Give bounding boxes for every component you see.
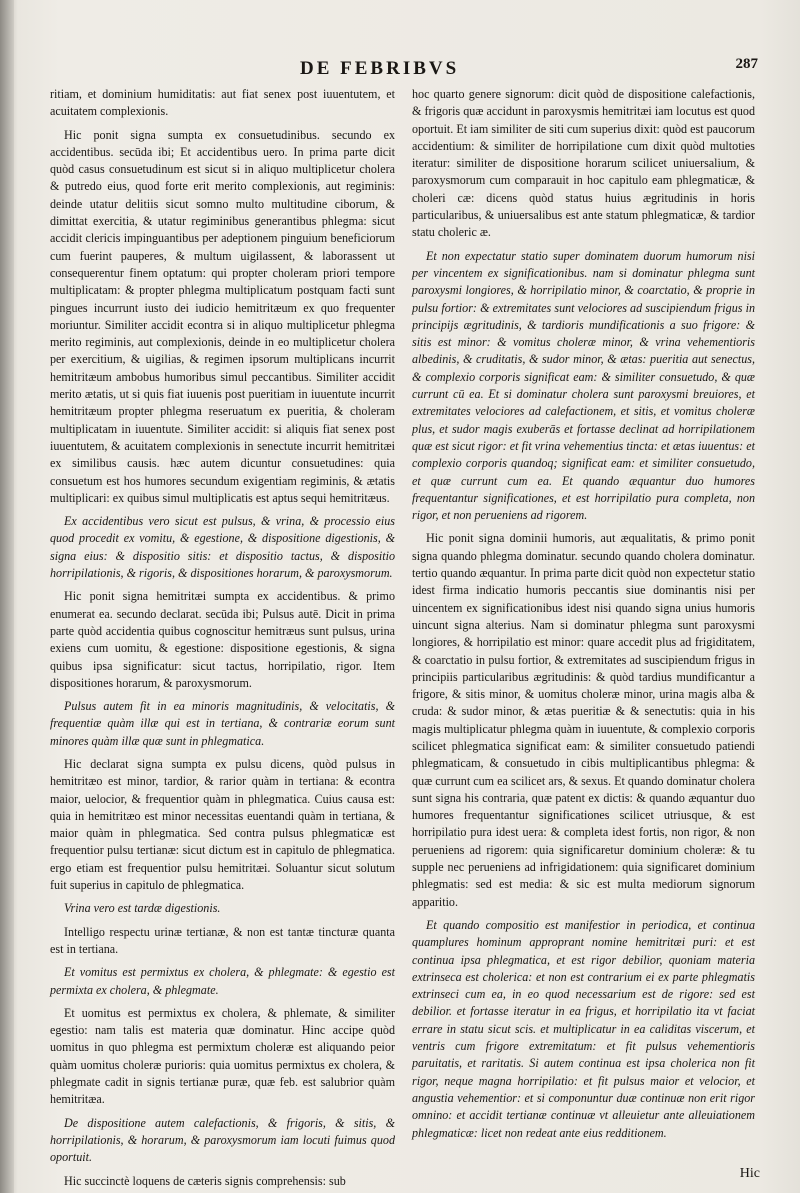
lemma-paragraph: De dispositione autem calefactionis, & frigoris, & sitis, & horripilationis, & horarum, & paroxysmorum iam locuti fuimus quod oportuit. xyxy=(50,1115,395,1165)
lemma-paragraph: Pulsus autem fit in ea minoris magnitudinis, & velocitatis, & frequentiæ quàm illæ qui est in tertiana, & contrariæ eorum sunt minores quàm illæ quæ sunt in phlegmatica. xyxy=(50,699,395,748)
lemma-paragraph: Vrina vero est tardæ digestionis. xyxy=(64,901,221,916)
page-gutter-shadow xyxy=(0,0,14,1193)
running-title: DE FEBRIBVS xyxy=(300,58,460,79)
left-column xyxy=(50,86,395,1193)
catchword: Hic xyxy=(739,1166,760,1181)
commentary-paragraph: ritiam, et dominium humiditatis: aut fiat senex post iuuentutem, et acuitatem complexionis. xyxy=(50,87,395,119)
lemma-paragraph: Ex accidentibus vero sicut est pulsus, & vrina, & processio eius quod procedit ex vomitu, & egestione, & dispositione digestionis, & signa eius: & dispositio sitis: et dispositio tactus, & dispositio horripilationis, & rigoris, & dispositiones horarum, & paroxysmorum. xyxy=(50,514,395,581)
commentary-paragraph: Hic succinctè loquens de cæteris signis comprehensis: sub xyxy=(64,1173,346,1188)
right-column xyxy=(412,86,755,1148)
page-number: 287 xyxy=(735,56,758,72)
commentary-paragraph: Hic declarat signa sumpta ex pulsu dicens, quòd pulsus in hemitritæo est minor, tardior, & rarior quàm in tertiana: & econtra maior, uelocior, & frequentior quàm in phlegmatica. Cuius causa est: quia in hemitritæo est minor necessitas euentandi quàm in tertiana, & maior quàm in phlegmatica. Sed contra pulsus phlegmaticæ est frequentior pulsu tertianæ: sicut dictum est in capitulo de phlegmatica. ergo etiam est frequentior pulsu hemitritæi. Soluantur sicut solutum fuit superius in capitulo de phlegmatica. xyxy=(50,756,395,893)
commentary-paragraph: hoc quarto genere signorum: dicit quòd de dispositione calefactionis, & frigoris quæ accidunt in paroxysmis hemitritæi iam locutus est quod oportuit. Et iam similiter de siti cum superius dixit: quòd est paucorum accidentium: & similiter de horripilatione cum dixit quòd multoties iteratur: similiter de dispositione horarum scilicet uniuersalium, & paroxysmorum cum comparauit in hoc capitulo eam phlegmaticæ, & choleri cæ: dicens quòd status huius ægritudinis in horis particularibus, & uniuersalibus est ante statum phlegmaticæ, & tardior statu choleric æ. xyxy=(412,87,755,240)
commentary-paragraph: Hic ponit signa dominii humoris, aut æqualitatis, & primo ponit signa quando phlegma dominatur. secundo quando cholera dominatur. tertio quando æquantur. In prima parte dicit quòd non expectetur statio idest firma indicatio humoris peccantis siue dominantis nisi per uincentem ex significationibus idest nisi quando signa unius humoris uincunt signa alterius. Nam si dominatur phlegma sunt paroxysmi longiores, & horripilatio est minor: quare accedit plus ad frigiditatem, & coarctatio in pulsu fortior, & extremitates ad suscipiendum frigus in principiis particularibus ægritudinis: & quòd tardius mundificantur a frigore, & sitis minor, & uomitus choleræ minor, urina magis alba & cruda: & sudor minor, & ætas pueritiæ & & senectutis: quia in his magis multiplicatur phlegma quàm in iuuentute, & complexio corporis scilicet phlegmatica significat eam: & similiter consuetudo patiendi phlegmaticam, & consuetudo in cibis multiplicantibus phlegma: & quæ currunt cum ea scilicet ars, & sexus. Et quando dominatur cholera sunt signa his contraria, quæ patent ex dictis: & quando æquantur duo humores frequentantur significationes scilicet utriusque, & est horripilatio pura idest uera: & completa idest fortis, non rigor, & non perueniens ad rigorem: quia significaretur dominium choleræ: & tu supple nec perueniens ad infrigidationem: quia significaret dominium phlegmatis: sed est media: & sic est multa mediorum signorum apparitio. xyxy=(412,531,755,909)
lemma-paragraph: Et quando compositio est manifestior in periodica, et continua quamplures hominum approprant nomine hemitritæi puri: et est continua ipsa phlegmatica, et est rigor debilior, quoniam materia extrinseca est cholerica: et non est contrarium ei ex parte phlegmatis extrinseci cum ea, in eo quod necessarium est de rigore: sed est debilior. et fortasse iteratur in ea frigus, et horripilatio ita vt faciat errare in statu sicut scis. et multiplicatur in ea caliditas viscerum, et ventris cum frigore extremitatum: et fit pulsus vehementioris paruitatis, et raritatis. Si autem continua est ipsa cholerica non fit rigor, neque magna horripilatio: et fit pulsus maior et velocior, et angustia vehementior: et si componuntur duæ continuæ non erit rigor omnino: et accidit tertianæ continuæ vt alleuietur ante alleuiationem phlegmaticæ: licet non redeat ante eius redditionem. xyxy=(412,917,755,1140)
commentary-paragraph: Hic ponit signa sumpta ex consuetudinibus. secundo ex accidentibus. secūda ibi; Et accidentibus uero. In prima parte dicit quòd casus consuetudinum est sicut si in aliquo multiplicetur cholera & putredo eius, quod forte erit merito complexionis, aut regiminis: deinde utatur delitiis sicut somno multo multitudine ciborum, & dimittat exercitia, & utatur regiminibus generantibus phlegma: sicut accidit clericis impinguantibus per adeptionem pinguium beneficiorum cum fuerint pauperes, & multum uigilassent, & laborassent ut consequerentur finem optatum: qui propter choleram priori tempore multiplicatam: & propter phlegma multiplicatum postquam facti sunt pingues incurrunt iusto dei iudicio hemitritæum ex quo frequenter moriuntur. Similiter accidit econtra si in aliquo multiplicetur phlegma merito regiminis, aut complexionis, deinde in eo multiplicetur cholera per exercitium, & uigilias, & regimen ipsorum multiplicans incurrit hemitritæum ambobus humoribus simul peccantibus. Similiter accidit merito ætatis, ut si quis fiat iuuenis post pueritiam in iuuentute incurrit hemitritæum propter phlegma reseruatum ex pueritia, & choleram multiplicatam in iuuentute. Similiter accidit: si aliquis fiat senex post iuuentutem, & acuitatem complexionis in senectute incurrit hemitritæi ex similibus causis. hæc autem dicuntur consuetudines: quia consuetum est hos humores secundum exigentiam regiminis, & ætatis multiplicari: ex quibus simul multiplicatis est aptus sequi hemitritæus. xyxy=(50,127,395,505)
commentary-paragraph: Hic ponit signa hemitritæi sumpta ex accidentibus. & primo enumerat ea. secundo declarat. secūda ibi; Pulsus autē. Dicit in prima parte quòd accidentia quibus cognoscitur hemitræus sunt pulsus, urina exiens cum uomitu, & egestione: dispositione egestionis, & signa quibus ipsa significatur: sicut tactus, horripilatio, rigor. Item dispositiones horarum, & paroxysmorum. xyxy=(50,589,395,690)
page-header xyxy=(0,58,800,82)
commentary-paragraph: Et uomitus est permixtus ex cholera, & phlemate, & similiter egestio: nam talis est materia quæ dominatur. Hinc accipe quòd uomitus in quo phlegma est permixtum choleræ est aliquando peior quàm uomitus choleræ purioris: quia uomitus permixtus ex cholera, & phlegmate cadit in signis tertianæ puræ, quæ feb. est salubrior quàm hemitritæa. xyxy=(50,1005,395,1107)
commentary-paragraph: Intelligo respectu urinæ tertianæ, & non est tantæ tincturæ quanta est in tertiana. xyxy=(50,924,395,956)
lemma-paragraph: Et vomitus est permixtus ex cholera, & phlegmate: & egestio est permixta ex cholera, & phlegmate. xyxy=(50,965,395,997)
lemma-paragraph: Et non expectatur statio super dominatem duorum humorum nisi per vincentem ex significationibus. nam si dominatur phlegma sunt paroxysmi longiores, & horripilatio minor, & coarctatio, & proprie in pulsu fortior: & extremitates sunt velociores ad suscipiendum frigus in principijs ægritudinis, & tardioris mundificationis a suo frigore: & sitis est minor: & vomitus choleræ minor, & vrina vehementioris albedinis, & cruditatis, & sudor minor, & ætas: pueritia aut senectus, & complexio corporis significat eam: & similiter consuetudo, & quæ currunt cū ea. Et si dominatur cholera sunt paroxysmi breuiores, et extremitates velociores ad calefactionem, et sitis, et vomitus choleræ plus, et sudor magis exuberās et fortasse declinat ad horripilationem quæ est sicut rigor: et fit vrina vehementius tincta: et ætas iuuentus: et complexio corporis quandoq; significat eam: et similiter consuetudo, et quæ currunt cum ea. Et quando æquantur duo humores frequentantur significationes, et est horripilatio pura completa, non rigor, et non perueniens ad rigorem. xyxy=(412,248,755,523)
